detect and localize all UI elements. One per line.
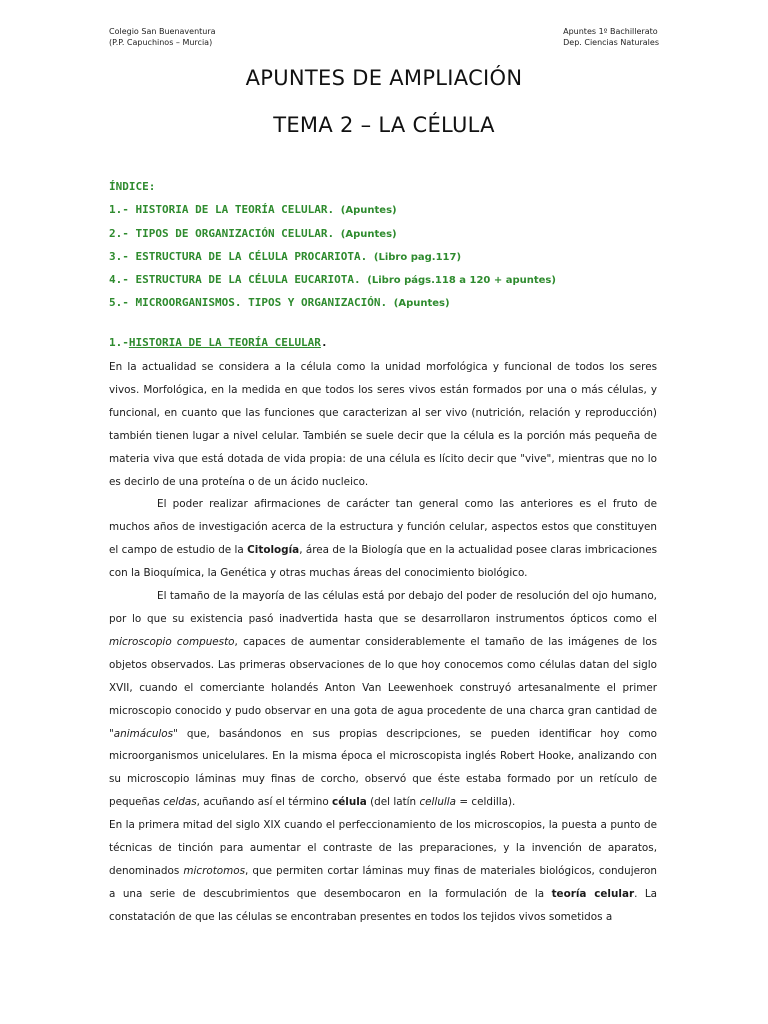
text-run: En la primera mitad del siglo XIX cuando el perfeccionamiento de los microscopios, la puesta a punto de técnicas de tinción para aumentar el contraste de las preparaciones, y la invención de aparatos, denominados [109, 819, 657, 877]
index-item [109, 296, 450, 309]
document-title: APUNTES DE AMPLIACIÓN [245, 66, 523, 90]
index-item-note: (Apuntes) [340, 205, 397, 216]
section-dot: . [320, 336, 328, 349]
section-heading [109, 336, 328, 349]
term-celula: célula [332, 796, 367, 809]
text-run: . La constatación de que las células se encontraban presentes en todos los tejidos vivos sometidos a [109, 887, 657, 923]
school-name: Colegio San Buenaventura [109, 27, 216, 36]
paragraph [109, 493, 657, 585]
index-heading: ÍNDICE: [109, 180, 156, 193]
text-run: = celdilla). [456, 796, 516, 809]
department-label: Dep. Ciencias Naturales [563, 38, 659, 47]
text-run: , capaces de aumentar considerablemente el tamaño de las imágenes de los objetos observados. Las primeras observaciones de lo que hoy conocemos como células datan del siglo XVII, cuando el comerciante holandés Anton Van Leewenhoek construyó artesanalmente el primer microscopio conocido y pudo observar en una gota de agua procedente de una charca gran cantidad de [109, 635, 658, 717]
index-item-text: 2.- TIPOS DE ORGANIZACIÓN CELULAR. [109, 227, 335, 240]
term-celdas: celdas [163, 796, 197, 809]
paragraph [109, 814, 657, 929]
school-location: (P.P. Capuchinos – Murcia) [109, 38, 213, 47]
term-cellulla: cellulla [419, 796, 457, 809]
index-item [109, 227, 397, 240]
term-citologia: Citología [247, 544, 300, 557]
document-subtitle: TEMA 2 – LA CÉLULA [273, 113, 495, 137]
body-text [109, 356, 657, 929]
index-item [109, 203, 397, 216]
index-item-text: 3.- ESTRUCTURA DE LA CÉLULA PROCARIOTA. [109, 250, 368, 263]
text-run: El poder realizar afirmaciones de carácter tan general como las anteriores es el fruto de muchos años de investigación acerca de la estructura y función celular, aspectos estos que constituyen el campo de estudio de la [109, 498, 657, 557]
paragraph: En la actualidad se considera a la célula como la unidad morfológica y funcional de todos los seres vivos. Morfológica, en la medida en que todos los seres vivos están formados por una o más células, y funcional, en cuanto que las funciones que caracterizan al ser vivo (nutrición, relación y reproducción) también tienen lugar a nivel celular. También se suele decir que la célula es la porción más pequeña de materia viva que está dotada de vida propia: de una célula es lícito decir que "vive", mientras que no lo es decirlo de una proteína o de un ácido nucleico. [109, 361, 657, 488]
paragraph [109, 585, 657, 814]
text-run: , área de la Biología que en la actualidad posee claras imbricaciones con la Bioquímica, la Genética y otras muchas áreas del conocimiento biológico. [109, 544, 657, 580]
index-item-note: (Apuntes) [340, 229, 397, 240]
section-title: HISTORIA DE LA TEORÍA CELULAR [128, 336, 321, 349]
index-item-text: 4.- ESTRUCTURA DE LA CÉLULA EUCARIOTA. [109, 273, 361, 286]
text-run: El tamaño de la mayoría de las células está por debajo del poder de resolución del ojo humano, por lo que su existencia pasó inadvertida hasta que se desarrollaron instrumentos ópticos como el [109, 590, 657, 625]
text-run: (del latín [366, 796, 420, 809]
index-item-note: (Apuntes) [393, 298, 450, 309]
course-label: Apuntes 1º Bachillerato [563, 27, 658, 36]
index-item [109, 273, 556, 286]
term-teoria-celular: teoría celular [551, 887, 635, 900]
index-item-note: (Libro pag.117) [373, 252, 462, 263]
text-run: , que permiten cortar láminas muy finas de materiales biológicos, condujeron a una serie de descubrimientos que desembocaron en la formulación de la [109, 864, 658, 900]
index-item [109, 250, 461, 263]
header-left [109, 26, 216, 48]
term-microscopio: microscopio compuesto [109, 635, 235, 648]
term-microtomos: microtomos [183, 864, 246, 877]
text-run: , acuñando así el término [196, 796, 333, 809]
term-animaculos: "animáculos" [109, 727, 178, 740]
index-item-note: (Libro págs.118 a 120 + apuntes) [367, 275, 556, 286]
section-number: 1.- [109, 336, 129, 349]
index-item-text: 5.- MICROORGANISMOS. TIPOS Y ORGANIZACIÓN. [109, 296, 388, 309]
header-right [563, 26, 659, 48]
index-item-text: 1.- HISTORIA DE LA TEORÍA CELULAR. [109, 203, 335, 216]
text-run: que, basándonos en sus propias descripciones, se pueden identificar hoy como microorganismos unicelulares. En la misma época el microscopista inglés Robert Hooke, analizando con su microscopio láminas muy finas de corcho, observó que éste estaba formado por un retículo de pequeñas [109, 727, 657, 809]
